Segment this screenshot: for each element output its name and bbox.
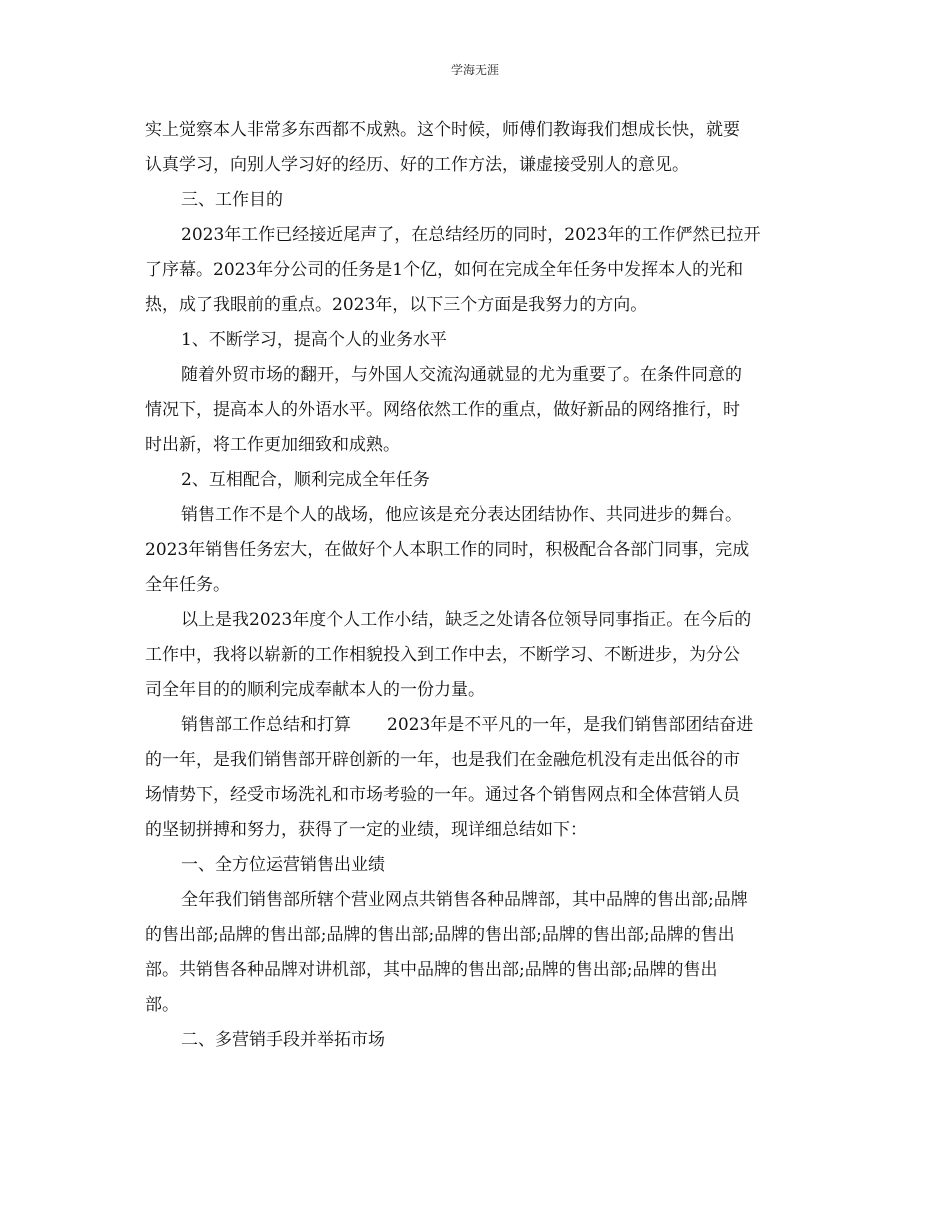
section-heading: 一、全方位运营销售出业绩 <box>181 855 385 875</box>
body-line: 部。共销售各种品牌对讲机部，其中品牌的售出部;品牌的售出部;品牌的售出 <box>145 960 718 980</box>
body-line: 场情势下，经受市场洗礼和市场考验的一年。通过各个销售网点和全体营销人员 <box>145 785 740 805</box>
body-line <box>145 708 810 743</box>
body-line: 随着外贸市场的翻开，与外国人交流沟通就显的尤为重要了。在条件同意的 <box>181 365 742 385</box>
body-line: 的坚韧拼搏和努力，获得了一定的业绩，现详细总结如下： <box>145 820 587 840</box>
inline-title: 销售部工作总结和打算 <box>181 715 351 735</box>
body-line: 2023年销售任务宏大，在做好个人本职工作的同时，积极配合各部门同事，完成 <box>145 540 750 560</box>
body-line: 以上是我2023年度个人工作小结，缺乏之处请各位领导同事指正。在今后的 <box>181 610 752 630</box>
body-line: 的售出部;品牌的售出部;品牌的售出部;品牌的售出部;品牌的售出部;品牌的售出 <box>145 925 735 945</box>
body-line: 全年任务。 <box>145 575 230 595</box>
body-line: 部。 <box>145 995 179 1015</box>
body-line: 情况下，提高本人的外语水平。网络依然工作的重点，做好新品的网络推行，时 <box>145 400 740 420</box>
body-line: 司全年目的的顺利完成奉献本人的一份力量。 <box>145 680 485 700</box>
body-line: 了序幕。2023年分公司的任务是1个亿，如何在完成全年任务中发挥本人的光和 <box>145 260 744 280</box>
section-heading: 三、工作目的 <box>181 190 283 210</box>
subsection-heading: 1、不断学习，提高个人的业务水平 <box>181 330 447 350</box>
body-line: 销售工作不是个人的战场，他应该是充分表达团结协作、共同进步的舞台。 <box>181 505 742 525</box>
body-line: 认真学习，向别人学习好的经历、好的工作方法，谦虚接受别人的意见。 <box>145 155 689 175</box>
body-line: 热，成了我眼前的重点。2023年，以下三个方面是我努力的方向。 <box>145 295 648 315</box>
body-line: 2023年工作已经接近尾声了，在总结经历的同时，2023年的工作俨然已拉开 <box>181 225 761 245</box>
section-heading: 二、多营销手段并举拓市场 <box>181 1030 385 1050</box>
page-header: 学海无涯 <box>450 63 499 77</box>
document-body <box>145 113 810 1058</box>
subsection-heading: 2、互相配合，顺利完成全年任务 <box>181 470 430 490</box>
body-line: 工作中，我将以崭新的工作相貌投入到工作中去，不断学习、不断进步，为分公 <box>145 645 740 665</box>
body-line: 时出新，将工作更加细致和成熟。 <box>145 435 400 455</box>
body-line: 全年我们销售部所辖个营业网点共销售各种品牌部，其中品牌的售出部;品牌 <box>181 890 748 910</box>
body-line: 的一年，是我们销售部开辟创新的一年，也是我们在金融危机没有走出低谷的市 <box>145 750 740 770</box>
body-line: 实上觉察本人非常多东西都不成熟。这个时候，师傅们教诲我们想成长快，就要 <box>145 120 740 140</box>
inline-text: 2023年是不平凡的一年，是我们销售部团结奋进 <box>387 715 754 735</box>
